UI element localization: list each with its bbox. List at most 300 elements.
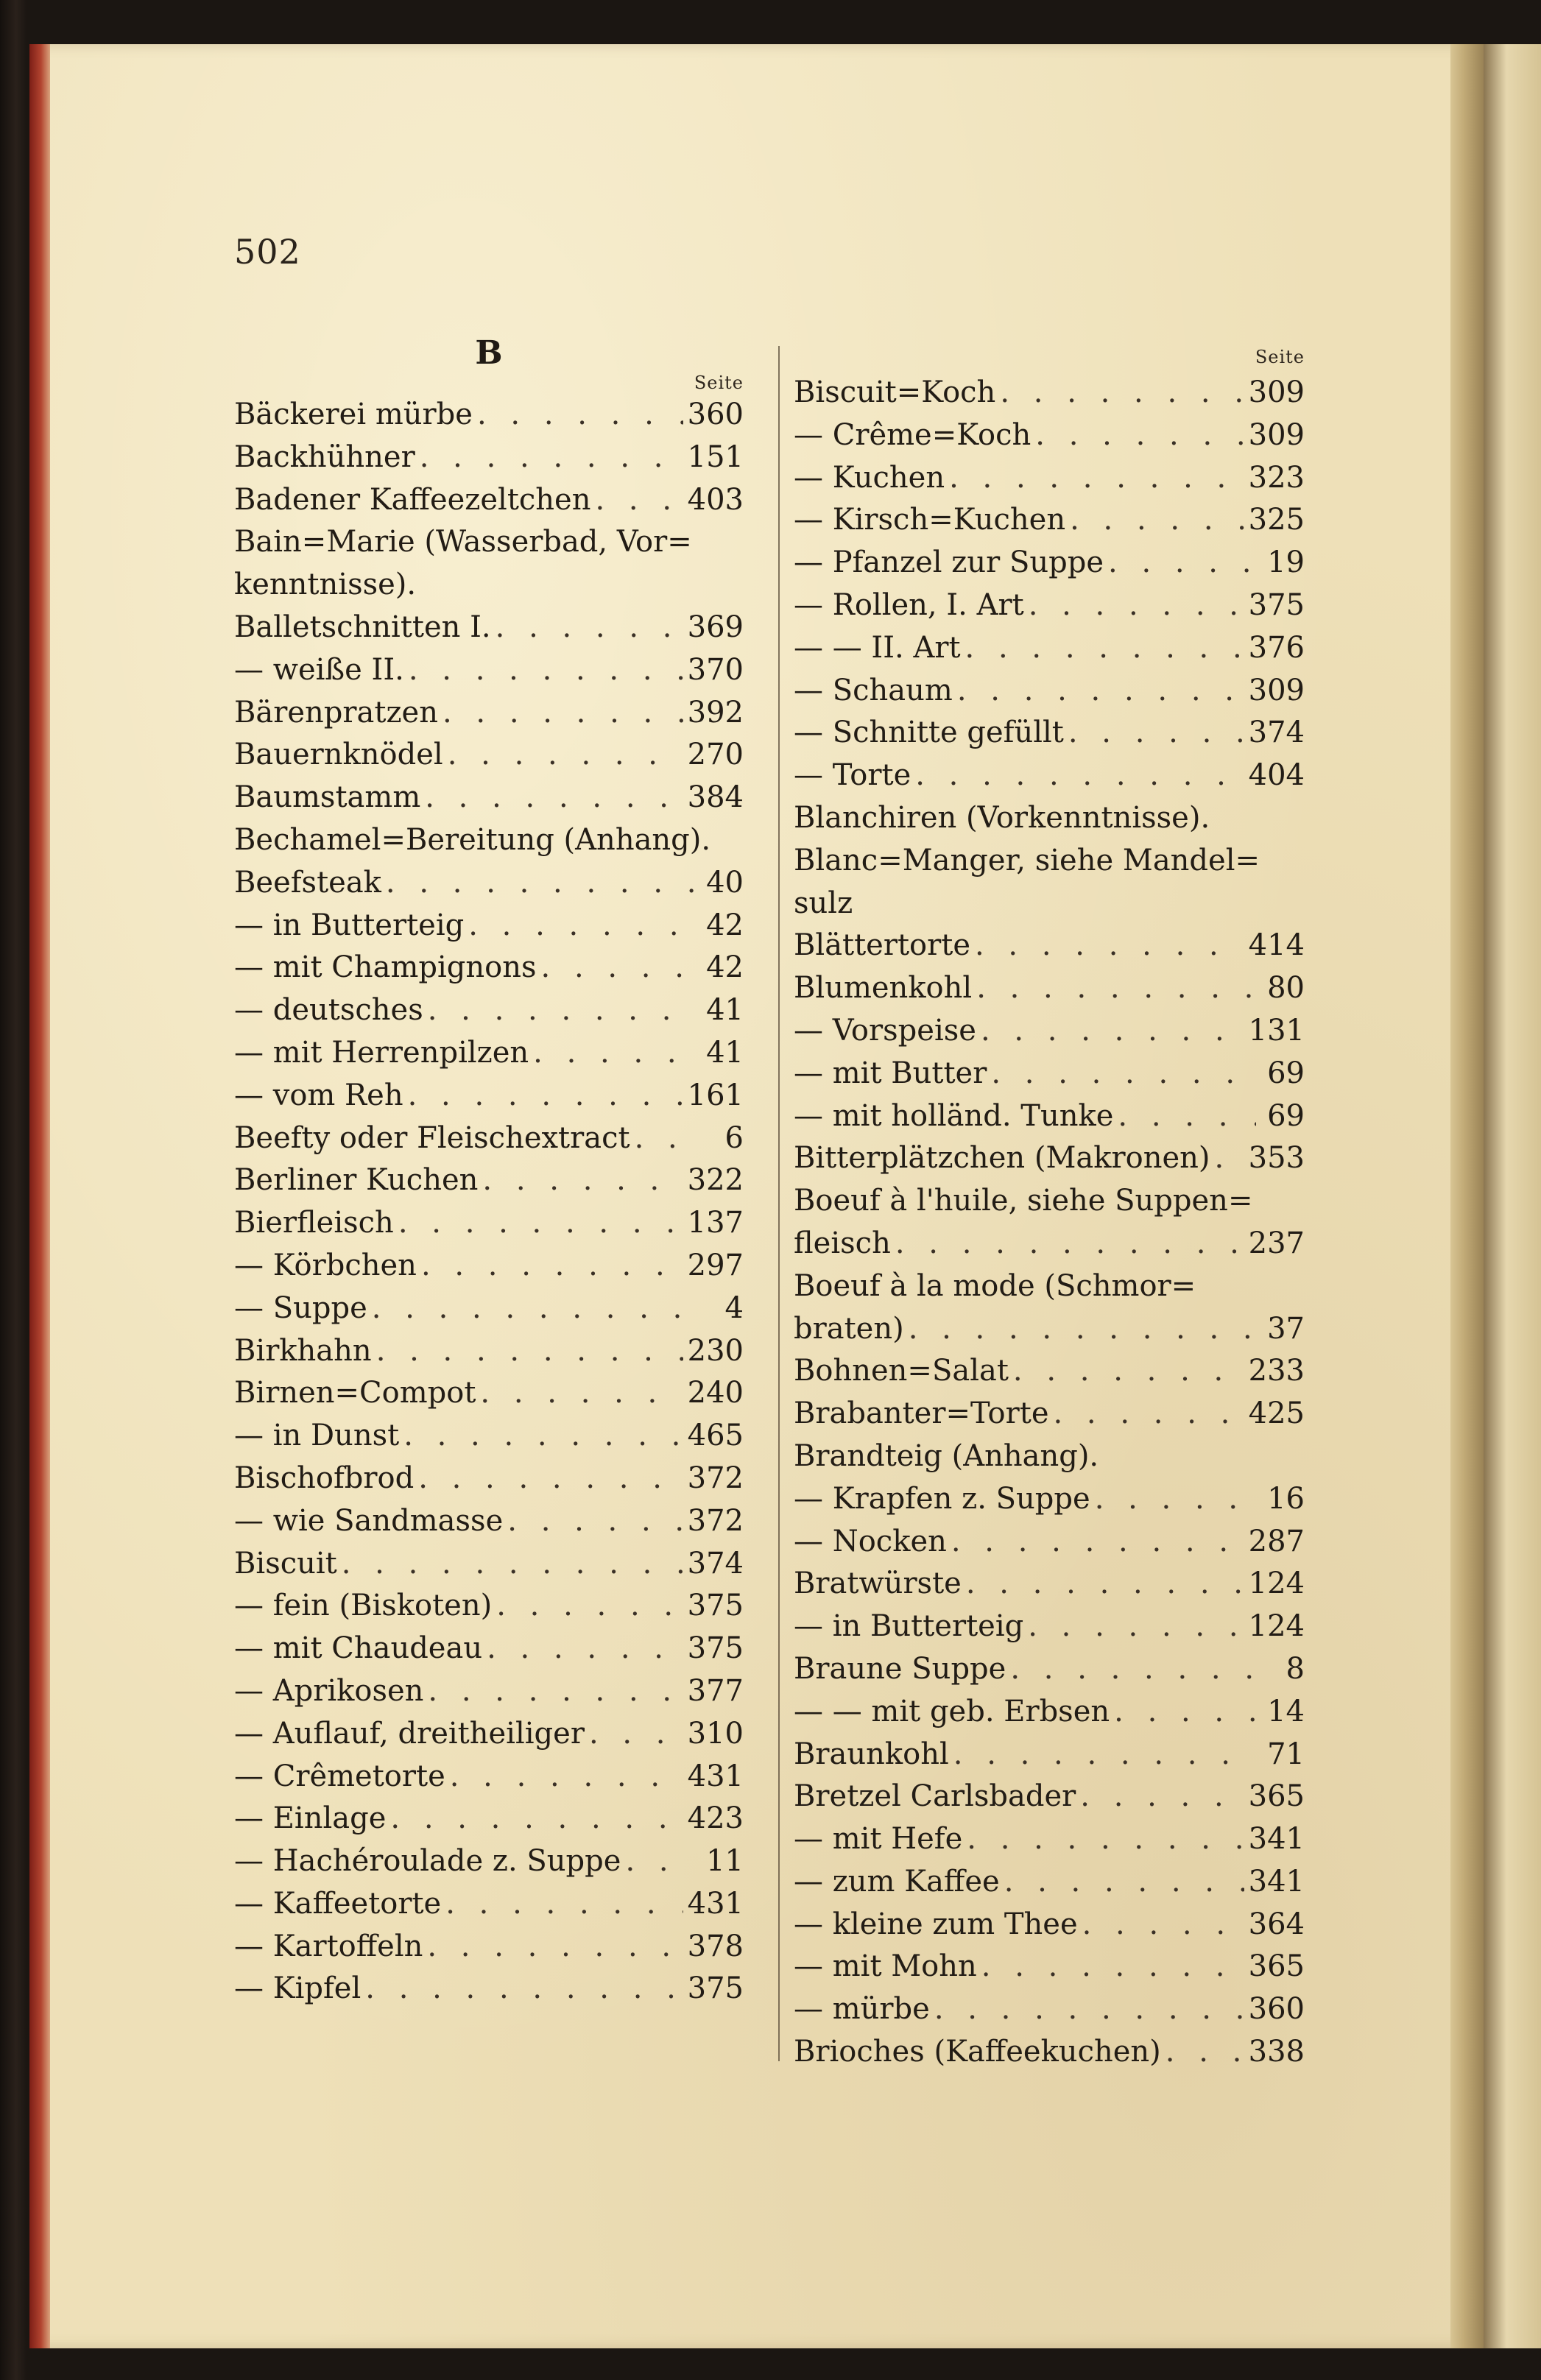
index-entry [234, 1032, 744, 1075]
entry-page-ref: 40 [706, 865, 744, 900]
dot-leader [915, 755, 1244, 797]
entry-text: — Schnitte gefüllt [794, 716, 1064, 750]
dot-leader [965, 627, 1244, 670]
index-entry [794, 1606, 1305, 1648]
dot-leader [1028, 1606, 1244, 1648]
entry-page-ref: 360 [687, 398, 744, 431]
entry-page-ref: 377 [687, 1673, 744, 1708]
dot-leader [496, 1585, 683, 1628]
entry-page-ref: 341 [1248, 1864, 1305, 1899]
dot-leader [427, 1926, 683, 1968]
entry-text: — Torte [794, 758, 911, 793]
entry-page-ref: 42 [706, 950, 744, 985]
entry-text: — in Butterteig [234, 908, 465, 942]
entry-page-ref: 360 [1248, 1992, 1305, 2027]
index-entry [234, 607, 744, 649]
dot-leader [967, 1818, 1244, 1861]
dot-leader [1000, 372, 1244, 414]
index-entry [794, 372, 1305, 414]
section-letter: B [475, 334, 503, 372]
entry-text: Bain=Marie (Wasserbad, Vor= [234, 525, 692, 559]
entry-text: — Kuchen [794, 460, 945, 495]
entry-text: — mit Chaudeau [234, 1631, 483, 1666]
entry-page-ref: 404 [1248, 758, 1305, 793]
dot-leader [951, 1521, 1244, 1564]
entry-page-ref: 392 [687, 695, 744, 730]
index-entry [794, 1988, 1305, 2031]
index-entry [234, 692, 744, 735]
entry-page-ref: 131 [1248, 1013, 1305, 1048]
dot-leader [1080, 1776, 1244, 1818]
entry-page-ref: 384 [687, 780, 744, 815]
dot-leader [1035, 414, 1244, 457]
index-entry [794, 797, 1305, 840]
index-entry [794, 1478, 1305, 1521]
dot-leader [487, 1628, 683, 1670]
index-entry [234, 1500, 744, 1543]
dot-leader [450, 1756, 683, 1798]
entry-text: — kleine zum Thee [794, 1907, 1078, 1941]
dot-leader [386, 862, 695, 905]
entry-page-ref: 309 [1248, 417, 1305, 452]
entry-page-ref: 6 [724, 1120, 744, 1155]
entry-text: braten) [794, 1311, 904, 1346]
entry-text: — Hachéroulade z. Suppe [234, 1844, 621, 1879]
entry-page-ref: 374 [687, 1546, 744, 1581]
entry-text: Braune Suppe [794, 1651, 1006, 1686]
dot-leader [403, 1415, 683, 1458]
column-divider [778, 346, 780, 2061]
entry-text: Biscuit [234, 1546, 337, 1581]
entry-text: — — mit geb. Erbsen [794, 1694, 1110, 1728]
entry-page-ref: 233 [1248, 1354, 1305, 1388]
entry-page-ref: 137 [687, 1206, 744, 1240]
dot-leader [428, 989, 695, 1032]
seite-header: Seite [694, 372, 744, 393]
dot-leader [957, 670, 1244, 713]
entry-page-ref: 4 [724, 1290, 744, 1325]
index-entry [234, 1288, 744, 1330]
dot-leader [541, 947, 695, 989]
entry-page-ref: 161 [687, 1078, 744, 1112]
entry-text: — Kaffeetorte [234, 1886, 442, 1921]
entry-page-ref: 310 [687, 1716, 744, 1751]
dot-leader [1114, 1691, 1256, 1734]
entry-page-ref: 309 [1248, 673, 1305, 707]
entry-text: Blanchiren (Vorkenntnisse). [794, 800, 1210, 835]
index-entry [234, 1968, 744, 2010]
entry-page-ref: 370 [687, 652, 744, 687]
index-entry [234, 1202, 744, 1245]
entry-text: — mit holländ. Tunke [794, 1098, 1114, 1133]
index-entry [794, 627, 1305, 670]
index-entry [794, 499, 1305, 542]
dot-leader [1082, 1904, 1244, 1946]
index-entry [234, 521, 744, 564]
entry-page-ref: 297 [687, 1248, 744, 1282]
entry-text: — mürbe [794, 1992, 930, 2027]
entry-page-ref: 69 [1267, 1098, 1305, 1133]
index-entry [234, 947, 744, 989]
entry-page-ref: 403 [687, 482, 744, 517]
index-entry [794, 1053, 1305, 1095]
entry-text: Braunkohl [794, 1737, 949, 1771]
seite-header: Seite [1255, 347, 1305, 367]
entry-page-ref: 11 [706, 1844, 744, 1879]
index-entry [794, 1691, 1305, 1734]
index-entry [234, 1628, 744, 1670]
entry-page-ref: 230 [687, 1333, 744, 1368]
entry-text: Biscuit=Koch [794, 375, 996, 409]
entry-text: Balletschnitten I. [234, 610, 491, 644]
entry-text: Bärenpratzen [234, 695, 438, 730]
entry-text: Beefty oder Fleischextract [234, 1120, 630, 1155]
index-entry [234, 1756, 744, 1798]
index-entry [234, 1883, 744, 1926]
entry-text: — mit Hefe [794, 1822, 963, 1857]
dot-leader [934, 1988, 1244, 2031]
index-entry [794, 1861, 1305, 1904]
dot-leader [442, 692, 683, 735]
index-entry [794, 712, 1305, 755]
index-entries-right [794, 372, 1305, 2074]
entry-text: Birkhahn [234, 1333, 372, 1368]
entry-text: Brandteig (Anhang). [794, 1438, 1099, 1473]
index-entry [234, 564, 744, 607]
entry-page-ref: 240 [687, 1376, 744, 1410]
index-entry [234, 777, 744, 819]
entry-text: — Pfanzel zur Suppe [794, 545, 1104, 580]
index-entries-left [234, 394, 744, 2010]
entry-page-ref: 375 [1248, 587, 1305, 622]
dot-leader [398, 1202, 683, 1245]
index-entry [794, 1818, 1305, 1861]
entry-page-ref: 322 [687, 1163, 744, 1198]
entry-page-ref: 423 [687, 1801, 744, 1836]
entry-text: Bauernknödel [234, 738, 443, 772]
index-entry [234, 1159, 744, 1202]
entry-page-ref: 41 [706, 993, 744, 1028]
entry-page-ref: 287 [1248, 1524, 1305, 1558]
index-entry [794, 1563, 1305, 1606]
index-entry [794, 1393, 1305, 1436]
index-entry [794, 1223, 1305, 1265]
dot-leader [418, 1458, 683, 1500]
index-entry [234, 1117, 744, 1160]
entry-page-ref: 16 [1267, 1481, 1305, 1516]
dot-leader [1004, 1861, 1244, 1904]
index-entry [794, 1265, 1305, 1308]
dot-leader [408, 1075, 683, 1117]
index-entry [794, 967, 1305, 1010]
entry-text: — mit Mohn [794, 1949, 977, 1984]
dot-leader [477, 394, 683, 437]
dot-leader [1166, 2031, 1244, 2074]
index-entry [794, 670, 1305, 713]
entry-page-ref: 425 [1248, 1396, 1305, 1431]
entry-text: — Krapfen z. Suppe [794, 1481, 1090, 1516]
index-entry [234, 1458, 744, 1500]
entry-page-ref: 372 [687, 1503, 744, 1538]
dot-leader [953, 1734, 1256, 1776]
dot-leader [625, 1840, 695, 1883]
entry-text: — Kipfel [234, 1971, 362, 2006]
dot-leader [1013, 1350, 1244, 1393]
entry-page-ref: 414 [1248, 928, 1305, 963]
entry-page-ref: 376 [1248, 630, 1305, 665]
entry-text: Blanc=Manger, siehe Mandel= [794, 843, 1260, 878]
index-entry [794, 925, 1305, 967]
entry-text: Bäckerei mürbe [234, 398, 473, 431]
dot-leader [342, 1543, 683, 1586]
dot-leader [966, 1563, 1244, 1606]
index-entry [794, 414, 1305, 457]
entry-text: — Einlage [234, 1801, 387, 1836]
entry-page-ref: 124 [1248, 1567, 1305, 1601]
dot-leader [1095, 1478, 1256, 1521]
entry-page-ref: 431 [687, 1886, 744, 1921]
index-entry [234, 1543, 744, 1586]
entry-page-ref: 369 [687, 610, 744, 644]
dot-leader [376, 1330, 683, 1373]
index-entry [794, 457, 1305, 500]
entry-text: Badener Kaffeezeltchen [234, 482, 591, 517]
entry-text: Birnen=Compot [234, 1376, 476, 1410]
dot-leader [390, 1798, 683, 1840]
entry-text: Bechamel=Bereitung (Anhang). [234, 822, 711, 857]
index-entry [794, 542, 1305, 585]
entry-text: — — II. Art [794, 630, 961, 665]
dot-leader [445, 1883, 683, 1926]
dot-leader [482, 1159, 683, 1202]
dot-leader [991, 1053, 1256, 1095]
dot-leader [1118, 1095, 1256, 1138]
entry-page-ref: 42 [706, 908, 744, 942]
dot-leader [589, 1713, 683, 1756]
entry-text: — deutsches [234, 993, 423, 1028]
index-entry [794, 1904, 1305, 1946]
entry-page-ref: 465 [687, 1419, 744, 1453]
entry-page-ref: 431 [687, 1759, 744, 1793]
entry-text: Brabanter=Torte [794, 1396, 1049, 1431]
index-entry [234, 1585, 744, 1628]
index-entry [234, 479, 744, 522]
entry-text: Bohnen=Salat [794, 1354, 1009, 1388]
index-entry [234, 394, 744, 437]
index-entry [794, 2031, 1305, 2074]
entry-text: — weiße II. [234, 652, 404, 687]
index-entry [234, 1415, 744, 1458]
entry-text: kenntnisse). [234, 568, 417, 602]
entry-text: Bratwürste [794, 1567, 962, 1601]
dot-leader [533, 1032, 695, 1075]
page-gutter [1450, 44, 1484, 2348]
dot-leader [1068, 712, 1244, 755]
entry-text: — vom Reh [234, 1078, 403, 1112]
dot-leader [976, 967, 1256, 1010]
dot-leader [635, 1117, 695, 1160]
index-entry [794, 1436, 1305, 1478]
index-entry [234, 1245, 744, 1288]
entry-text: Bretzel Carlsbader [794, 1779, 1076, 1814]
index-entry [234, 819, 744, 862]
dot-leader [507, 1500, 683, 1543]
entry-page-ref: 378 [687, 1929, 744, 1963]
dot-leader [421, 1245, 683, 1288]
entry-page-ref: 41 [706, 1035, 744, 1070]
entry-text: Beefsteak [234, 865, 381, 900]
dot-leader [596, 479, 683, 522]
entry-text: Bischofbrod [234, 1461, 415, 1495]
dot-leader [448, 734, 683, 777]
entry-text: Boeuf à la mode (Schmor= [794, 1268, 1196, 1303]
entry-page-ref: 374 [1248, 716, 1305, 750]
entry-page-ref: 323 [1248, 460, 1305, 495]
dot-leader [895, 1223, 1244, 1265]
entry-text: — in Butterteig [794, 1609, 1024, 1644]
entry-text: Baumstamm [234, 780, 421, 815]
dot-leader [428, 1670, 683, 1713]
dot-leader [975, 925, 1244, 967]
dot-leader [1108, 542, 1256, 585]
entry-text: — Körbchen [234, 1248, 417, 1282]
entry-text: Blumenkohl [794, 971, 973, 1006]
index-entry [794, 1350, 1305, 1393]
entry-text: fleisch [794, 1226, 891, 1260]
dot-leader [420, 437, 683, 479]
dot-leader [909, 1308, 1256, 1351]
entry-page-ref: 270 [687, 738, 744, 772]
dot-leader [425, 777, 683, 819]
entry-text: Bierfleisch [234, 1206, 394, 1240]
entry-text: Bitterplätzchen (Makronen) [794, 1141, 1210, 1176]
entry-text: Boeuf à l'huile, siehe Suppen= [794, 1184, 1253, 1218]
entry-text: — mit Herrenpilzen [234, 1035, 529, 1070]
dot-leader [496, 607, 683, 649]
entry-text: — Crêmetorte [234, 1759, 445, 1793]
entry-text: — in Dunst [234, 1419, 400, 1453]
entry-page-ref: 341 [1248, 1822, 1305, 1857]
index-entry [234, 649, 744, 692]
entry-text: sulz [794, 886, 853, 920]
entry-page-ref: 8 [1286, 1651, 1305, 1686]
entry-text: Backhühner [234, 439, 415, 474]
entry-page-ref: 375 [687, 1589, 744, 1623]
index-entry [234, 1330, 744, 1373]
entry-text: — mit Butter [794, 1056, 987, 1090]
facing-page-edge [1484, 44, 1541, 2348]
entry-page-ref: 124 [1248, 1609, 1305, 1644]
index-entry [794, 1010, 1305, 1053]
dot-leader [1215, 1137, 1244, 1180]
entry-page-ref: 309 [1248, 375, 1305, 409]
index-entry [794, 1648, 1305, 1691]
entry-text: — Kirsch=Kuchen [794, 503, 1066, 537]
dot-leader [949, 457, 1244, 500]
dot-leader [1010, 1648, 1256, 1691]
entry-page-ref: 80 [1267, 971, 1305, 1006]
index-entry [234, 1713, 744, 1756]
dot-leader [1029, 585, 1244, 627]
index-entry [234, 1926, 744, 1968]
entry-page-ref: 14 [1267, 1694, 1305, 1728]
dot-leader [480, 1372, 683, 1415]
dot-leader [981, 1010, 1244, 1053]
entry-text: — wie Sandmasse [234, 1503, 504, 1538]
index-column-right [794, 335, 1305, 2074]
index-entry [794, 1095, 1305, 1138]
entry-page-ref: 375 [687, 1971, 744, 2006]
index-entry [234, 989, 744, 1032]
entry-page-ref: 353 [1248, 1141, 1305, 1176]
entry-text: — Schaum [794, 673, 953, 707]
index-entry [794, 585, 1305, 627]
index-entry [794, 1946, 1305, 1988]
entry-page-ref: 37 [1267, 1311, 1305, 1346]
index-entry [234, 862, 744, 905]
page-red-edge [29, 44, 50, 2348]
index-entry [794, 1180, 1305, 1223]
entry-text: Brioches (Kaffeekuchen) [794, 2035, 1161, 2069]
index-entry [794, 1776, 1305, 1818]
entry-page-ref: 19 [1267, 545, 1305, 580]
entry-page-ref: 365 [1248, 1949, 1305, 1984]
page-number: 502 [234, 232, 301, 272]
entry-page-ref: 338 [1248, 2035, 1305, 2069]
entry-text: Blättertorte [794, 928, 970, 963]
entry-page-ref: 151 [687, 439, 744, 474]
dot-leader [372, 1288, 695, 1330]
entry-text: — Suppe [234, 1290, 367, 1325]
index-entry [794, 1308, 1305, 1351]
entry-text: — zum Kaffee [794, 1864, 1000, 1899]
entry-page-ref: 375 [687, 1631, 744, 1666]
dot-leader [365, 1968, 683, 2010]
entry-page-ref: 71 [1267, 1737, 1305, 1771]
dot-leader [409, 649, 683, 692]
entry-text: — Nocken [794, 1524, 947, 1558]
index-entry [234, 437, 744, 479]
index-entry [234, 1840, 744, 1883]
entry-text: — mit Champignons [234, 950, 537, 985]
entry-text: Berliner Kuchen [234, 1163, 479, 1198]
entry-text: — Auflauf, dreitheiliger [234, 1716, 585, 1751]
index-entry [234, 734, 744, 777]
entry-text: — Rollen, I. Art [794, 587, 1024, 622]
dot-leader [981, 1946, 1244, 1988]
entry-page-ref: 237 [1248, 1226, 1305, 1260]
entry-page-ref: 365 [1248, 1779, 1305, 1814]
entry-text: — fein (Biskoten) [234, 1589, 493, 1623]
dot-leader [1070, 499, 1244, 542]
index-entry [794, 1137, 1305, 1180]
index-entry [794, 1734, 1305, 1776]
entry-text: — Crême=Koch [794, 417, 1032, 452]
entry-text: — Aprikosen [234, 1673, 424, 1708]
index-entry [234, 1798, 744, 1840]
index-entry [234, 1075, 744, 1117]
entry-page-ref: 372 [687, 1461, 744, 1495]
index-entry [794, 755, 1305, 797]
entry-text: — Kartoffeln [234, 1929, 423, 1963]
index-entry [794, 840, 1305, 883]
entry-page-ref: 364 [1248, 1907, 1305, 1941]
dot-leader [468, 905, 695, 947]
entry-text: — Vorspeise [794, 1013, 976, 1048]
index-entry [794, 1521, 1305, 1564]
index-entry [234, 1372, 744, 1415]
entry-page-ref: 325 [1248, 503, 1305, 537]
